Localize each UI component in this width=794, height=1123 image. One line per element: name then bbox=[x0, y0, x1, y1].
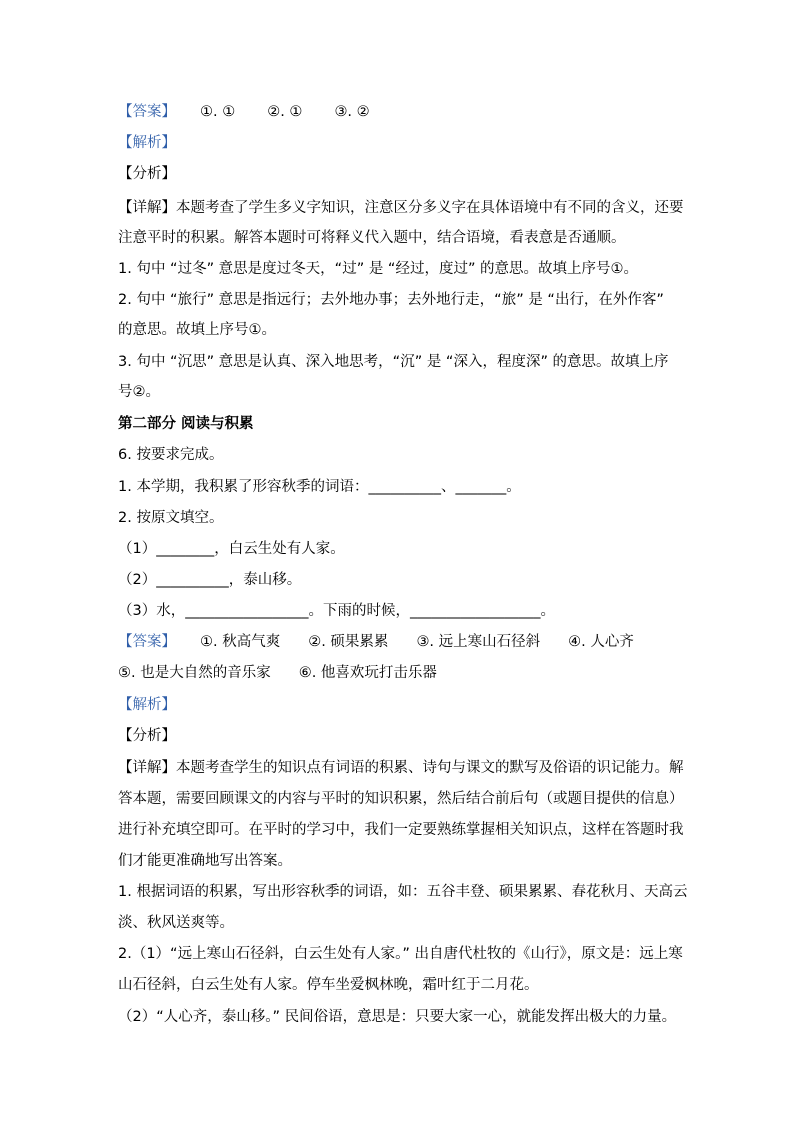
answer-item: ①. ① bbox=[200, 104, 236, 120]
question-line: 2. 按原文填空。 bbox=[118, 510, 224, 526]
question-line: （2）__________，泰山移。 bbox=[118, 572, 302, 588]
q5-answer-line bbox=[118, 102, 370, 122]
answer-item: ③. ② bbox=[334, 104, 370, 120]
analysis-tag: 【解析】 bbox=[118, 697, 176, 713]
q6-answer-line-2 bbox=[118, 663, 437, 683]
explain-line: 2.（1）“远上寒山石径斜，白云生处有人家。” 出自唐代杜牧的《山行》，原文是：远上寒 bbox=[118, 946, 683, 962]
question-line: （3）水，_________________。下雨的时候，__________________。 bbox=[118, 603, 555, 619]
explain-line: 1. 句中 “过冬” 意思是度过冬天，“过” 是 “经过，度过” 的意思。故填上序号①。 bbox=[118, 261, 639, 277]
detail-line: 答本题，需要回顾课文的内容与平时的知识积累，然后结合前后句（或题目提供的信息） bbox=[118, 791, 684, 807]
answer-tag: 【答案】 bbox=[118, 634, 176, 650]
detail-tag: 【详解】 bbox=[118, 200, 176, 216]
explain-line: 山石径斜，白云生处有人家。停车坐爱枫林晚，霜叶红于二月花。 bbox=[118, 977, 539, 993]
answer-item: ②. ① bbox=[267, 104, 303, 120]
answer-item: ①. 秋高气爽 bbox=[200, 634, 281, 650]
answer-item: ②. 硕果累累 bbox=[308, 634, 389, 650]
answer-item: ⑥. 他喜欢玩打击乐器 bbox=[298, 665, 437, 681]
explain-line: 2. 句中 “旅行” 意思是指远行；去外地办事；去外地行走，“旅” 是 “出行，在外作客” bbox=[118, 292, 664, 308]
detail-line: 【详解】本题考查了学生多义字知识，注意区分多义字在具体语境中有不同的含义，还要 bbox=[118, 200, 684, 216]
explain-line: （2）“人心齐，泰山移。” 民间俗语，意思是：只要大家一心，就能发挥出极大的力量。 bbox=[118, 1009, 677, 1025]
q6-answer-line bbox=[118, 632, 634, 652]
explain-line: 的意思。故填上序号①。 bbox=[118, 322, 276, 338]
explain-line: 3. 句中 “沉思” 意思是认真、深入地思考，“沉” 是 “深入，程度深” 的意思。故填上序 bbox=[118, 354, 669, 370]
answer-item: ④. 人心齐 bbox=[568, 634, 634, 650]
detail-tag: 【详解】 bbox=[118, 760, 176, 776]
explain-line: 号②。 bbox=[118, 384, 160, 400]
explain-line: 1. 根据词语的积累，写出形容秋季的词语，如：五谷丰登、硕果累累、春花秋月、天高云 bbox=[118, 884, 688, 900]
answer-tag: 【答案】 bbox=[118, 104, 176, 120]
section-title: 第二部分 阅读与积累 bbox=[118, 416, 254, 432]
detail-line: 进行补充填空即可。在平时的学习中，我们一定要熟练掌握相关知识点，这样在答题时我 bbox=[118, 822, 684, 838]
answer-item: ⑤. 也是大自然的音乐家 bbox=[118, 665, 271, 681]
question-stem: 6. 按要求完成。 bbox=[118, 447, 224, 463]
question-line: 1. 本学期，我积累了形容秋季的词语：__________、_______。 bbox=[118, 479, 521, 495]
detail-line: 【详解】本题考查学生的知识点有词语的积累、诗句与课文的默写及俗语的识记能力。解 bbox=[118, 760, 684, 776]
answer-item: ③. 远上寒山石径斜 bbox=[416, 634, 541, 650]
detail-line: 们才能更准确地写出答案。 bbox=[118, 853, 292, 869]
explain-line: 淡、秋风送爽等。 bbox=[118, 915, 234, 931]
question-line: （1）________，白云生处有人家。 bbox=[118, 541, 345, 557]
analysis-tag: 【解析】 bbox=[118, 135, 176, 151]
fenxi-tag: 【分析】 bbox=[118, 166, 176, 182]
detail-line: 注意平时的积累。解答本题时可将释义代入题中，结合语境，看表意是否通顺。 bbox=[118, 230, 626, 246]
fenxi-tag: 【分析】 bbox=[118, 728, 176, 744]
